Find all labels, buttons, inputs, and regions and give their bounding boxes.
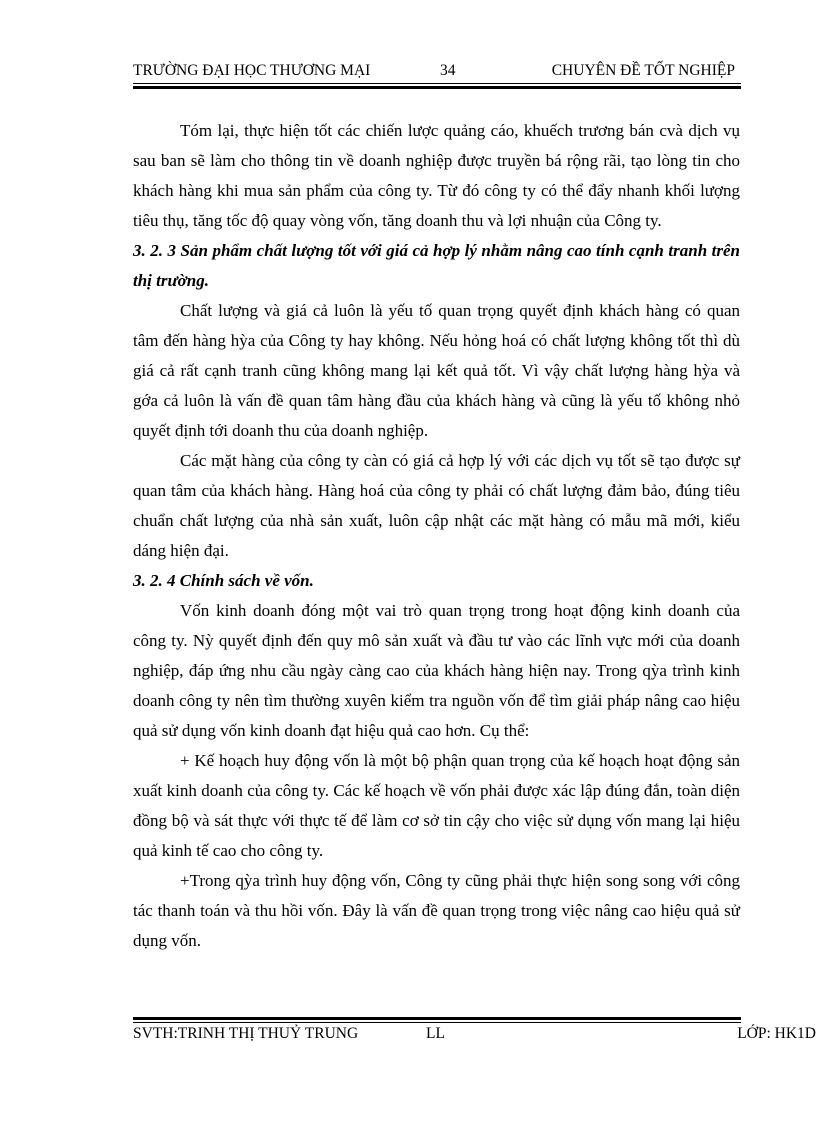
header-rule-thick: [133, 86, 741, 89]
footer-rule-thin: [133, 1022, 741, 1023]
footer-rule-thick: [133, 1017, 741, 1020]
paragraph: Chất lượng và giá cả luôn là yếu tố quan trọng quyết định khách hàng có quan tâm đến hàng hỳa của Công ty hay không. Nếu hỏng hoá có chất lượng không tốt thì dù giá cả rất cạnh tranh cũng không mang lại kết quả tốt. Vì vậy chất lượng hàng hỳa và gớa cả luôn là vấn đề quan tâm hàng đầu của khách hàng và cũng là yếu tố không nhỏ quyết định tới doanh thu của doanh nghiệp.: [133, 301, 740, 440]
footer-class: LỚP: HK1D: [737, 1025, 816, 1042]
header-school-name: TRƯỜNG ĐẠI HỌC THƯƠNG MẠI: [133, 62, 371, 79]
header-document-type: CHUYÊN ĐỀ TỐT NGHIỆP: [551, 62, 735, 79]
section-heading: 3. 2. 4 Chính sách về vốn.: [133, 571, 314, 590]
header-page-number: 34: [440, 62, 456, 79]
footer-center-text: LL: [426, 1025, 445, 1042]
paragraph: Các mặt hàng của công ty càn có giá cả hợp lý với các dịch vụ tốt sẽ tạo được sự quan tâm của khách hàng. Hàng hoá của công ty phải có chất lượng đảm bảo, đúng tiêu chuẩn chất lượng của nhà sản xuất, luôn cập nhật các mặt hàng có mẫu mã mới, kiểu dáng hiện đại.: [133, 451, 740, 560]
paragraph: Tóm lại, thực hiện tốt các chiến lược quảng cáo, khuếch trương bán cvà dịch vụ sau ban sẽ làm cho thông tin về doanh nghiệp được truyền bá rộng rãi, tạo lòng tin cho khách hàng khi mua sản phẩm của công ty. Từ đó công ty có thể đẩy nhanh khối lượng tiêu thụ, tăng tốc độ quay vòng vốn, tăng doanh thu và lợi nhuận của Công ty.: [133, 121, 740, 230]
section-heading: 3. 2. 3 Sản phẩm chất lượng tốt với giá cả hợp lý nhằm nâng cao tính cạnh tranh trên thị trường.: [133, 241, 740, 290]
footer-student-name: SVTH:TRINH THỊ THUỶ TRUNG: [133, 1025, 359, 1042]
page-footer: [133, 1025, 816, 1049]
paragraph: + Kế hoạch huy động vốn là một bộ phận quan trọng của kế hoạch hoạt động sản xuất kinh doanh của công ty. Các kế hoạch về vốn phải được xác lập đúng đắn, toàn diện đồng bộ và sát thực với thực tế để làm cơ sở tin cậy cho việc sử dụng vốn mang lại hiệu quả kinh tế cao cho công ty.: [133, 751, 740, 860]
paragraph: +Trong qỳa trình huy động vốn, Công ty cũng phải thực hiện song song với công tác thanh toán và thu hồi vốn. Đây là vấn đề quan trọng trong việc nâng cao hiệu quả sử dụng vốn.: [133, 871, 740, 950]
header-rule-thin: [133, 83, 741, 84]
paragraph: Vốn kinh doanh đóng một vai trò quan trọng trong hoạt động kinh doanh của công ty. Nỳ quyết định đến quy mô sản xuất và đầu tư vào các lĩnh vực mới của doanh nghiệp, đáp ứng nhu cầu ngày càng cao của khách hàng hiện nay. Trong qỳa trình kinh doanh công ty nên tìm thường xuyên kiểm tra nguồn vốn để tìm giải pháp nâng cao hiệu quả sử dụng vốn kinh doanh đạt hiệu quả cao hơn. Cụ thể:: [133, 601, 740, 740]
page-header: [133, 58, 741, 82]
document-body: [133, 116, 740, 956]
